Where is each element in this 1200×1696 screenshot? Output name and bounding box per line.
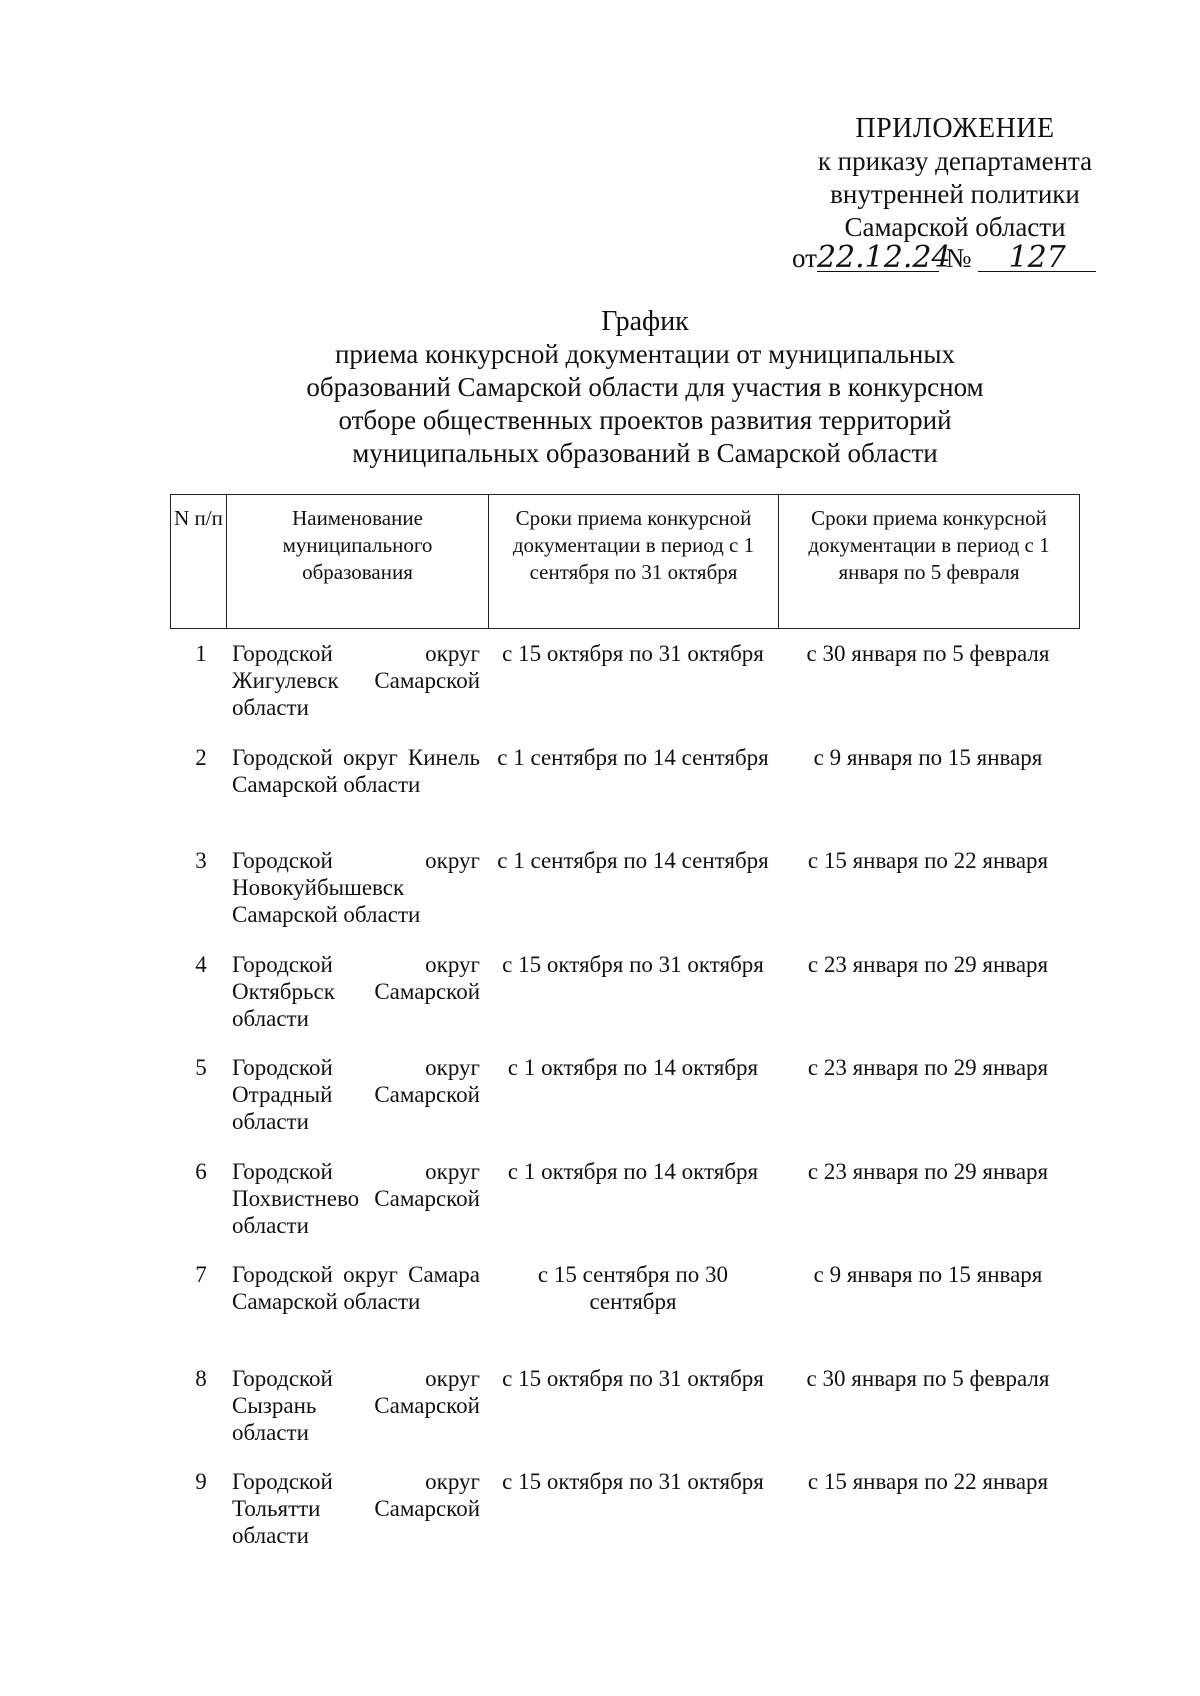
- table-row: [170, 1158, 1080, 1262]
- table-body: [170, 640, 1080, 1572]
- document-title: [250, 305, 1040, 470]
- header-winter-period: Сроки приема конкурсной документации в период с 1 января по 5 февраля: [808, 506, 1050, 584]
- table-header: [170, 494, 1080, 629]
- header-number: N п/п: [171, 495, 227, 628]
- row-number: 9: [195, 1469, 207, 1494]
- table-row: [170, 640, 1080, 744]
- header-municipality: Наименование муниципального образования: [227, 495, 489, 628]
- row-number: 6: [195, 1158, 207, 1184]
- handwritten-date: 22.12.24: [816, 240, 951, 275]
- title-line-1: приема конкурсной документации от муниципальных: [334, 339, 956, 369]
- row-number: 4: [195, 951, 207, 977]
- autumn-period: с 15 октября по 31 октября: [502, 951, 764, 977]
- number-sign: №: [945, 243, 972, 273]
- municipality-name: Городской округ Сызрань Самарской области: [232, 1365, 480, 1445]
- title-main: График: [601, 306, 689, 337]
- row-number: 1: [195, 641, 207, 666]
- table-row: [170, 1365, 1080, 1469]
- municipality-name: Городской округ Отрадный Самарской области: [232, 1055, 480, 1134]
- autumn-period: с 1 октября по 14 октября: [507, 1055, 759, 1080]
- title-line-3: отборе общественных проектов развития территорий: [338, 405, 952, 435]
- row-number: 8: [195, 1365, 207, 1391]
- municipality-name: Городской округ Похвистнево Самарской области: [232, 1158, 480, 1238]
- autumn-period: с 1 сентября по 14 сентября: [497, 848, 769, 873]
- municipality-name: Городской округ Новокуйбышевск Самарской области: [232, 848, 480, 927]
- title-line-2: образований Самарской области для участия в конкурсном: [306, 372, 984, 402]
- table-row: [170, 1468, 1080, 1572]
- municipality-name: Городской округ Кинель Самарской области: [232, 744, 480, 797]
- autumn-period: с 1 октября по 14 октября: [507, 1158, 759, 1184]
- municipality-name: Городской округ Самара Самарской области: [232, 1262, 480, 1314]
- winter-period: с 30 января по 5 февраля: [806, 641, 1050, 666]
- title-line-4: муниципальных образований в Самарской области: [352, 438, 938, 468]
- autumn-period: с 15 октября по 31 октября: [502, 1365, 764, 1391]
- winter-period: с 30 января по 5 февраля: [806, 1365, 1050, 1391]
- appendix-line-2: внутренней политики: [830, 179, 1080, 209]
- row-number: 7: [195, 1262, 207, 1287]
- table-row: [170, 1054, 1080, 1158]
- appendix-heading: ПРИЛОЖЕНИЕ: [855, 113, 1055, 144]
- appendix-line-1: к приказу департамента: [817, 146, 1093, 176]
- municipality-name: Городской округ Жигулевск Самарской области: [232, 641, 480, 720]
- handwritten-number: 127: [978, 245, 1096, 272]
- table-row: [170, 744, 1080, 848]
- municipality-name: Городской округ Тольятти Самарской области: [232, 1469, 480, 1548]
- municipality-name: Городской округ Октябрьск Самарской области: [232, 951, 480, 1031]
- winter-period: с 23 января по 29 января: [807, 1158, 1049, 1184]
- winter-period: с 23 января по 29 января: [807, 1055, 1049, 1080]
- header-autumn-period: Сроки приема конкурсной документации в период с 1 сентября по 31 октября: [489, 495, 779, 628]
- table-row: [170, 1261, 1080, 1365]
- row-number: 5: [195, 1055, 207, 1080]
- appendix-block: [790, 112, 1120, 244]
- winter-period: с 15 января по 22 января: [807, 848, 1049, 873]
- winter-period: с 9 января по 15 января: [813, 1262, 1043, 1287]
- table-row: [170, 951, 1080, 1055]
- row-number: 3: [195, 848, 207, 873]
- autumn-period: с 15 октября по 31 октября: [502, 1469, 764, 1494]
- autumn-period: с 15 сентября по 30 сентября: [537, 1262, 729, 1314]
- winter-period: с 9 января по 15 января: [813, 744, 1043, 770]
- table-row: [170, 847, 1080, 951]
- winter-period: с 23 января по 29 января: [807, 951, 1049, 977]
- row-number: 2: [195, 744, 207, 770]
- order-date-number: [792, 240, 1132, 275]
- autumn-period: с 1 сентября по 14 сентября: [497, 744, 769, 770]
- autumn-period: с 15 октября по 31 октября: [502, 641, 764, 666]
- appendix-line-3: Самарской области: [844, 212, 1066, 242]
- date-prefix: от: [792, 243, 817, 273]
- winter-period: с 15 января по 22 января: [807, 1469, 1049, 1494]
